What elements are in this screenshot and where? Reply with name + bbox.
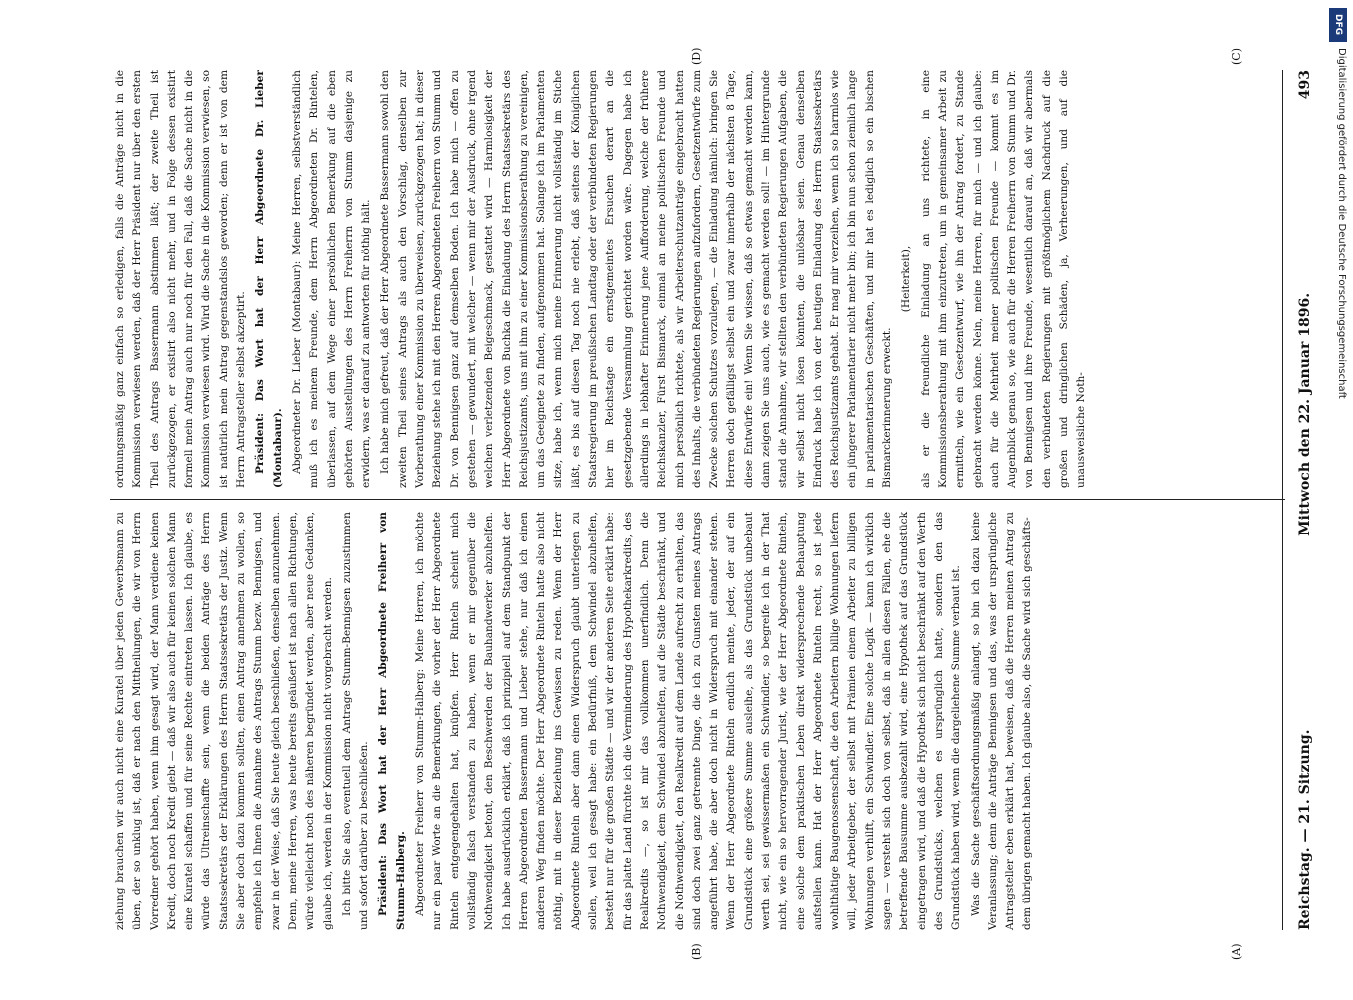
- paragraph: Präsident: Das Wort hat der Herr Abgeordnete Freiherr von Stumm-Halberg.: [377, 512, 407, 930]
- paragraph: Was die Sache geschäftsordnungsmäßig anlangt, so bin ich dazu keine Veranlassung; denn die Anträge Bennigsen und das, was der ursprüngliche Antragsteller eben erklärt hat, beweisen, daß die Herren meinen Antrag zu dem übrigen gemacht haben. Ich glaube also, die Sache wird sich geschäfts-: [969, 512, 1034, 930]
- paragraph: Ich bitte Sie also, eventuell dem Antrage Stumm-Bennigsen zuzustimmen und sofort darüber zu beschließen.: [340, 512, 371, 930]
- paragraph: ziehung brauchen wir auch nicht eine Kuratel über jeden Gewerbsmann zu üben, der so unklug ist, daß er nach den Mittheilungen, die wir von Herrn Vorredner gehört haben, wenn ihm gesagt wird, der Mann verdiene keinen Kredit, doch noch Kredit giebt — daß wir also auch für keinen solchen Mann eine Kuratel schaffen und für seine Rechte eintreten lassen. Ich glaube, es würde das Ultreinschaffte sein, wenn die beiden Anträge des Herrn Staatssekretärs der Erklärungen des Herrn Staatssekretärs der Justiz. Wenn Sie aber doch dazu kommen sollten, einen Antrag annehmen zu wollen, so empfehle ich Ihnen die Annahme des Antrags Stumm bezw. Bennigsen, und zwar in der Weise, daß Sie heute gleich beschließen, denselben anzunehmen. Denn, meine Herren, was heute bereits geäußert ist nach allen Richtungen, würde vielleicht noch des näheren begründet werden, aber neue Gedanken, glaube ich, werden in der Kommission nicht vorgebracht werden.: [114, 512, 334, 930]
- page-number: 493: [1297, 70, 1313, 100]
- header-date: Mittwoch den 22. Januar 1896.: [1297, 292, 1313, 536]
- paragraph: Abgeordneter Freiherr von Stumm-Halberg: Meine Herren, ich möchte nur ein paar Worte an die Bemerkungen, die vorher der Herr Abgeordnete Rinteln entgegengehalten hat, knüpfen. Herr Rinteln scheint mich vollständig falsch verstanden zu haben, wenn er mir gegenüber die Nothwendigkeit betont, den Beschwerden der Bauhandwerker abzuhelfen. Ich habe ausdrücklich erklärt, daß ich prinzipiell auf dem Standpunkt der Herren Abgeordneten Bassermann und Lieber stehe, nur daß ich einen anderen Weg finden möchte. Der Herr Abgeordnete Rinteln hatte also nicht nöthig, mit in dieser Beziehung ins Gewissen zu reden. Wenn der Herr Abgeordnete Rinteln aber dann einen Widerspruch glaubt unterlegen zu sollen, weil ich gesagt habe: ein Bedürfniß, dem Schwindel abzuhelfen, besteht nur für die großen Städte — und wir der anderen Seite erklärt habe: für das platte Land fürchte ich die Verminderung des Hypothekarkredits, des Realkredits —, so ist mir das vollkommen unerfindlich. Denn die Nothwendigkeit, dem Schwindel abzuhelfen, auf die Städte beschränkt, und die Nothwendigkeit, den Realkredit auf dem Lande aufrecht zu erhalten, das sind doch zwei ganz getrennte Dinge, die ich zu Gunsten meines Antrags angeführt habe, die aber doch nicht in Widerspruch mit einander stehen. Wenn der Herr Abgeordnete Rinteln endlich meinte, jeder, der auf ein Grundstück eine größere Summe ausleihe, als das Grundstück unbebaut werth sei, sei gewissermaßen ein Schwindler, so begreife ich in der That nicht, wie ein so hervorragender Jurist, wie der Herr Abgeordnete Rinteln, eine solche dem praktischen Leben direkt widersprechende Behauptung aufstellen kann. Hat der Herr Abgeordnete Rinteln recht, so ist jede wohlthätige Baugenossenschaft, die den Arbeitern billige Wohnungen liefern will, jeder Arbeitgeber, der selbst mit Prämien einem Arbeiter zu billigen Wohnungen verhilft, ein Schwindler. Eine solche Logik — kann ich wirklich sagen — versteht sich doch von selbst, daß in allen diesen Fällen, ehe die betreffende Bausumme ausbezahlt wird, eine Hypothek auf das Grundstück eingetragen wird, und daß die Hypothek sich nicht beschränkt auf den Werth des Grundstücks, welchen es ursprünglich hatte, sondern den das Grundstück haben wird, wenn die dargeliehene Summe verbaut ist.: [414, 512, 963, 930]
- right-column: [112, 70, 1280, 488]
- left-column: [112, 512, 1280, 930]
- dfg-logo: DFG: [1329, 8, 1347, 42]
- column-divider: [110, 499, 1285, 500]
- margin-marker-c: (C): [1230, 48, 1243, 65]
- header-left: Reichstag. — 21. Sitzung.: [1297, 729, 1313, 930]
- paragraph: Präsident: Das Wort hat der Herr Abgeordnete Dr. Lieber (Montabaur).: [254, 70, 284, 488]
- paragraph: als er die freundliche Einladung an uns richtete, in eine Kommissionsberathung mit ihm einzutreten, um in gemeinsamer Arbeit zu ermitteln, wie ein Gesetzentwurf, wie ihn der Antrag fordert, zu Stande gebracht werden könne. Nein, meine Herren, für mich — und ich glaube: auch für die Mehrheit meiner politischen Freunde — kommt es im Augenblick genau so, wie auch für die Herren Freiherrn von Stumm und Dr. von Bennigsen und ihre Freunde, wesentlich darauf an, daß wir abermals den verbündeten Regierungen mit größtmöglichem Nachdruck auf die großen und dringlichen Schäden, ja, Verheerungen, und auf die unausweisliche Noth-: [919, 70, 1088, 488]
- margin-marker-b: (B): [690, 943, 703, 960]
- margin-marker-a: (A): [1230, 943, 1243, 960]
- digitization-note: Digitalisierung gefördert durch die Deutsche Forschungsgemeinschaft: [1336, 48, 1347, 399]
- header-rule: [1282, 70, 1283, 930]
- paragraph: Ich habe mich gefreut, daß der Herr Abgeordnete Bassermann sowohl den zweiten Theil seines Antrags als auch den Vorschlag, denselben zur Vorberathung einer Kommission zu überweisen, zurückgezogen hat; in dieser Beziehung stehe ich mit den Herren Abgeordneten Freiherrn von Stumm und Dr. von Bennigsen ganz auf demselben Boden. Ich habe mich — offen zu gestehen — gewundert, mit welcher — wenn mir der Ausdruck, ohne irgend welchen verletzenden Beigeschmack, gestattet wird — Harmlosigkeit der Herr Abgeordnete von Buchka die Einladung des Herrn Staatssekretärs des Reichsjustizamts, uns mit ihm zu einer Kommissionsberathung zu vereinigen, um das Geeignete zu finden, aufgenommen hat. Solange ich im Parlamenten sitze, habe ich, wenn mich meine Erinnerung nicht vollständig im Stiche läßt, es bis auf diesen Tag noch nie erlebt, daß seitens der Königlichen Staatsregierung im preußischen Landtag oder der verbündeten Regierungen hier im Reichstage ein ernstgemeintes Ersuchen derart an die gesetzgebende Versammlung gerichtet worden wäre. Dagegen habe ich allerdings in lebhafter Erinnerung jene Aufforderung, welche der frühere Reichskanzler, Fürst Bismarck, einmal an meine politischen Freunde und mich persönlich richtete, als wir Arbeiterschutzanträge eingebracht hatten des Inhalts, die verbündeten Regierungen aufzufordern, Gesetzentwürfe zum Zwecke solchen Schutzes vorzulegen, — die Einladung nämlich: bringen Sie Herren doch gefälligst selbst ein und zwar innerhalb der nächsten 8 Tage, diese Entwürfe ein! Wenn Sie wissen, daß so etwas gemacht werden kann, dann zeigen Sie uns auch, wie es gemacht werden soll! — im Hintergrunde stand die Annahme, wir stellten den verbündeten Regierungen Aufgaben, die wir selbst nicht lösen könnten, die unlösbar seien. Genau denselben Eindruck habe ich von der heutigen Einladung des Herrn Staatssekretärs des Reichsjustizamts gehabt. Er mag mir verzeihen, wenn ich so harmlos wie ein jüngerer Parlamentarier nicht mehr bin; ich bin nun schon ziemlich lange in parlamentarischen Geschäften, und mir hat es lediglich so ein bischen Bismarckerinnerung erweckt.: [379, 69, 894, 488]
- paragraph: (Heiterkeit),: [900, 245, 913, 313]
- paragraph: ordnungsmäßig ganz einfach so erledigen, falls die Anträge nicht in die Kommission verwiesen werden, daß der Herr Präsident nur über den ersten Theil des Antrags Bassermann abstimmen läßt; der zweite Theil ist zurückgezogen, er existirt also nicht mehr, und in Folge dessen existirt formell mein Antrag auch nur noch für den Fall, daß die Sache nicht in die Kommission verwiesen wird. Wird die Sache in die Kommission verwiesen, so ist natürlich mein Antrag gegenstandslos geworden; denn er ist von dem Herrn Antragsteller selbst akzeptirt.: [114, 70, 248, 488]
- paragraph: Abgeordneter Dr. Lieber (Montabaur): Meine Herren, selbstverständlich muß ich es meinem Freunde, dem Herrn Abgeordneten Dr. Rintelen, überlassen, auf dem Wege einer persönlichen Bemerkung auf die eben gehörten Ausstellungen des Herrn Freiherrn von Stumm dasjenige zu erwidern, was er darauf zu antworten für nöthig hält.: [290, 70, 373, 488]
- digitization-sidebar: [1313, 0, 1353, 1000]
- margin-marker-d: (D): [690, 47, 703, 65]
